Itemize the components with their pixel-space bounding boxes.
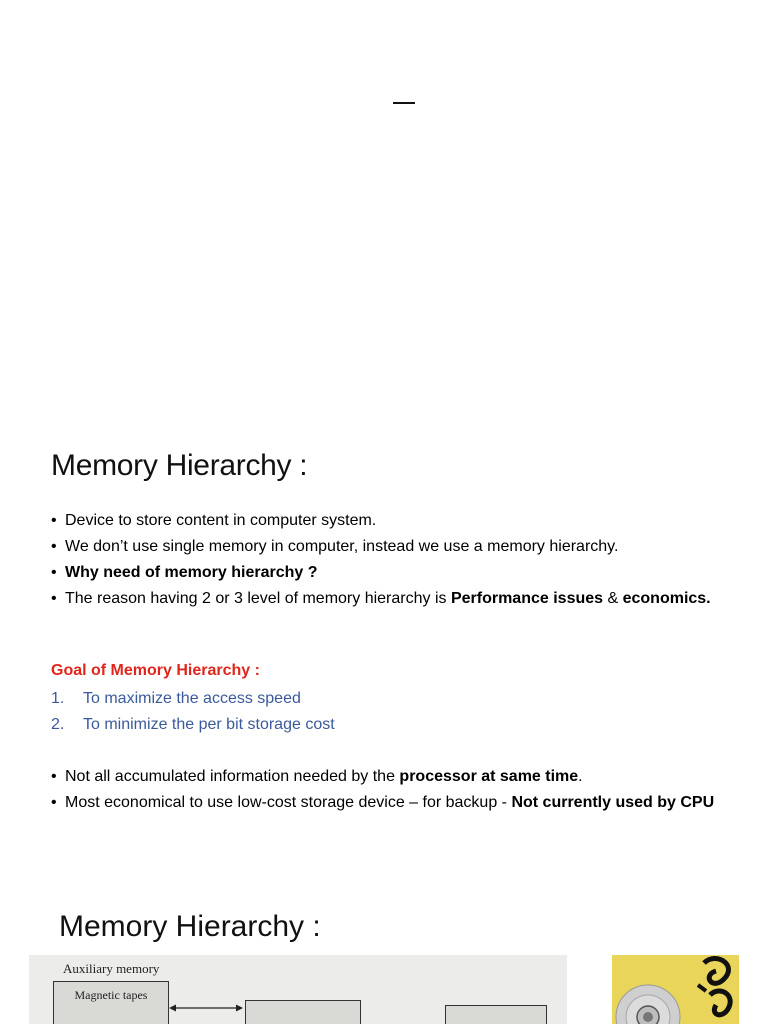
memory-box bbox=[445, 1005, 547, 1024]
bullet-item: • The reason having 2 or 3 level of memory hierarchy is Performance issues & economics. bbox=[51, 590, 731, 608]
section-title: Memory Hierarchy : bbox=[51, 449, 308, 482]
magnetic-tapes-box bbox=[53, 981, 169, 1024]
bullet-list-2 bbox=[51, 768, 731, 820]
disk-icon bbox=[612, 955, 739, 1024]
bullet-item: • Device to store content in computer system. bbox=[51, 512, 731, 530]
section-title-2: Memory Hierarchy : bbox=[59, 910, 321, 943]
memory-hierarchy-diagram bbox=[29, 955, 567, 1024]
bullet-item: • Not all accumulated information needed by the processor at same time. bbox=[51, 768, 731, 786]
auxiliary-memory-label: Auxiliary memory bbox=[63, 961, 160, 976]
bullet-item: • Why need of memory hierarchy ? bbox=[51, 564, 731, 582]
goal-list bbox=[51, 688, 335, 740]
bullet-item: • Most economical to use low-cost storage device – for backup - Not currently used by CPU bbox=[51, 794, 731, 812]
magnetic-tapes-label: Magnetic tapes bbox=[74, 988, 148, 1002]
goal-item: 2. To minimize the per bit storage cost bbox=[51, 716, 335, 733]
bullet-item: • We don’t use single memory in computer, instead we use a memory hierarchy. bbox=[51, 538, 731, 556]
double-arrow-icon bbox=[169, 1003, 243, 1013]
bullet-list bbox=[51, 512, 731, 616]
goal-heading: Goal of Memory Hierarchy : bbox=[51, 662, 260, 679]
title-dash bbox=[393, 102, 415, 104]
memory-box bbox=[245, 1000, 361, 1024]
goal-item: 1. To maximize the access speed bbox=[51, 690, 301, 707]
disk-photo bbox=[612, 955, 739, 1024]
